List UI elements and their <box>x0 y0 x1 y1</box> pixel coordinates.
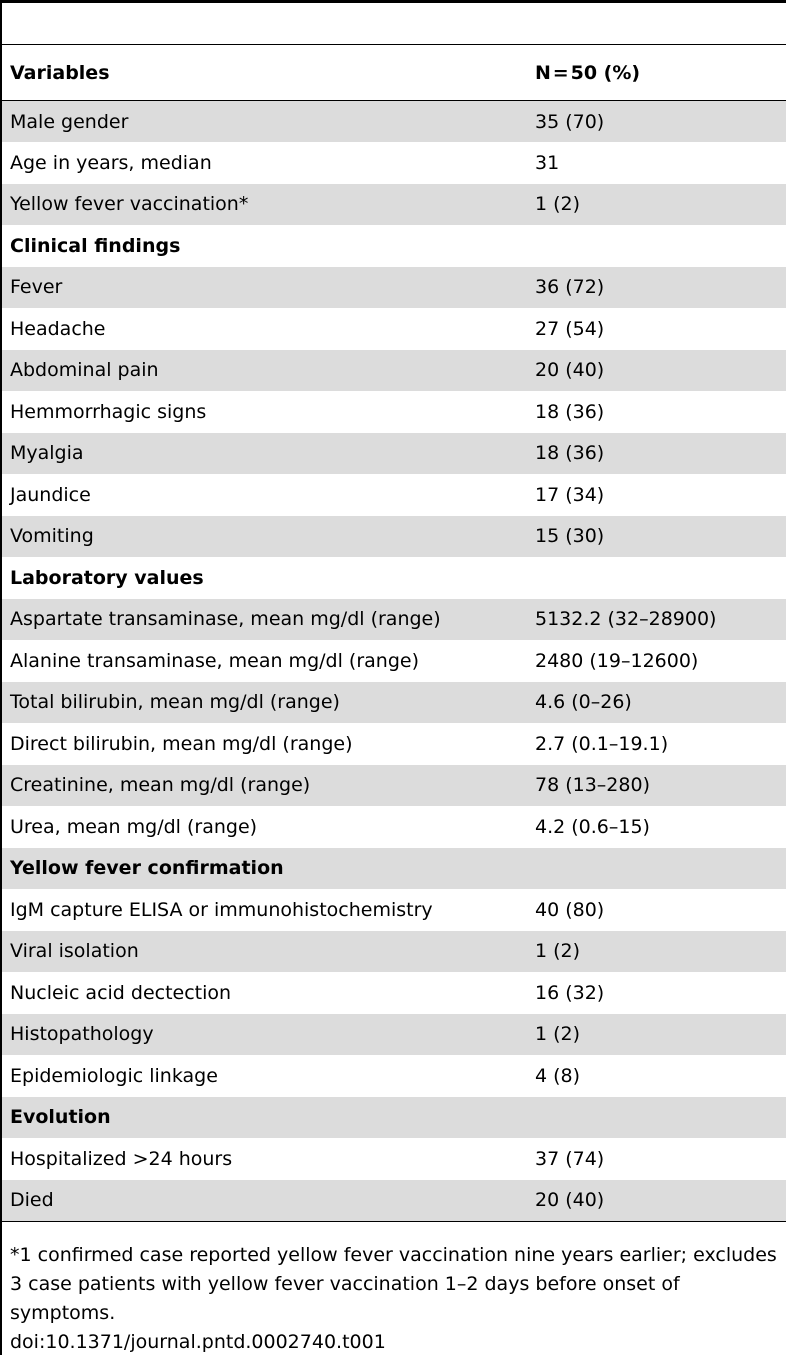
variable-label: Epidemiologic linkage <box>10 1064 218 1087</box>
variable-label: Aspartate transaminase, mean mg/dl (range) <box>2 599 527 641</box>
variable-value: 78 (13–280) <box>527 765 786 807</box>
variable-value: 37 (74) <box>535 1147 605 1170</box>
variable-value <box>527 557 786 599</box>
table-row <box>2 889 786 931</box>
variable-value: 4.6 (0–26) <box>527 682 786 724</box>
variable-value: 18 (36) <box>535 400 605 423</box>
table-row <box>2 640 786 682</box>
table-row <box>2 806 786 848</box>
variable-label: Nucleic acid dectection <box>10 981 232 1004</box>
table-body <box>2 101 786 1222</box>
section-label: Clinical findings <box>10 234 181 257</box>
table-row <box>2 1180 786 1222</box>
variable-value: 4.2 (0.6–15) <box>535 815 650 838</box>
variable-label: Viral isolation <box>2 931 527 973</box>
table-row <box>2 1055 786 1097</box>
table-row <box>2 723 786 765</box>
variable-value: 2480 (19–12600) <box>535 649 699 672</box>
variable-value: 15 (30) <box>527 516 786 558</box>
variable-value: 36 (72) <box>527 267 786 309</box>
table-row <box>2 267 786 309</box>
table-row <box>2 308 786 350</box>
data-table <box>2 44 786 1222</box>
header-variables: Variables <box>2 45 527 101</box>
variable-value: 20 (40) <box>527 350 786 392</box>
section-label: Yellow fever confirmation <box>2 848 527 890</box>
section-header-row <box>2 557 786 599</box>
table-row <box>2 682 786 724</box>
variable-label: Fever <box>2 267 527 309</box>
variable-label: Yellow fever vaccination* <box>2 184 527 226</box>
table-row <box>2 1014 786 1056</box>
variable-label: Jaundice <box>10 483 91 506</box>
top-border-rule <box>0 0 786 3</box>
table-row <box>2 101 786 143</box>
variable-label: Alanine transaminase, mean mg/dl (range) <box>10 649 419 672</box>
variable-label: Histopathology <box>2 1014 527 1056</box>
variable-label: Headache <box>10 317 106 340</box>
footnote-text: *1 confirmed case reported yellow fever vaccination nine years earlier; excludes 3 case patients with yellow fever vaccination 1–2 days before onset of symptoms. <box>10 1244 777 1324</box>
variable-value <box>527 1097 786 1139</box>
variable-value: 20 (40) <box>527 1180 786 1222</box>
variable-label: Age in years, median <box>10 151 212 174</box>
variable-label: Urea, mean mg/dl (range) <box>10 815 258 838</box>
variable-value: 2.7 (0.1–19.1) <box>535 732 669 755</box>
table-row <box>2 931 786 973</box>
variable-label: Myalgia <box>2 433 527 475</box>
table-row <box>2 350 786 392</box>
variable-value: 35 (70) <box>527 101 786 143</box>
table-footnote <box>10 1241 786 1357</box>
header-count: N = 50 (%) <box>527 45 786 101</box>
variable-value <box>527 225 786 267</box>
variable-value: 4 (8) <box>535 1064 581 1087</box>
table-row <box>2 474 786 516</box>
section-label: Laboratory values <box>10 566 204 589</box>
section-label: Evolution <box>2 1097 527 1139</box>
characteristics-table <box>2 44 786 1222</box>
table-row <box>2 516 786 558</box>
variable-label: Hemmorrhagic signs <box>10 400 207 423</box>
variable-value: 40 (80) <box>535 898 605 921</box>
table-row <box>2 1138 786 1180</box>
variable-label: Vomiting <box>2 516 527 558</box>
variable-value: 31 <box>535 151 560 174</box>
section-header-row <box>2 848 786 890</box>
variable-label: Hospitalized >24 hours <box>10 1147 233 1170</box>
variable-value: 17 (34) <box>535 483 605 506</box>
variable-value <box>527 848 786 890</box>
variable-label: Abdominal pain <box>2 350 527 392</box>
variable-label: Direct bilirubin, mean mg/dl (range) <box>10 732 353 755</box>
variable-value: 1 (2) <box>527 184 786 226</box>
section-header-row <box>2 1097 786 1139</box>
table-row <box>2 765 786 807</box>
footnote-doi: doi:10.1371/journal.pntd.0002740.t001 <box>10 1331 386 1353</box>
variable-label: IgM capture ELISA or immunohistochemistry <box>10 898 433 921</box>
variable-value: 1 (2) <box>527 931 786 973</box>
table-row <box>2 972 786 1014</box>
variable-value: 18 (36) <box>527 433 786 475</box>
variable-label: Creatinine, mean mg/dl (range) <box>2 765 527 807</box>
table-row <box>2 599 786 641</box>
section-header-row <box>2 225 786 267</box>
variable-value: 27 (54) <box>535 317 605 340</box>
variable-label: Total bilirubin, mean mg/dl (range) <box>2 682 527 724</box>
table-row <box>2 433 786 475</box>
header-row <box>2 45 786 101</box>
table-row <box>2 391 786 433</box>
variable-label: Male gender <box>2 101 527 143</box>
variable-value: 1 (2) <box>527 1014 786 1056</box>
table-row <box>2 142 786 184</box>
variable-value: 5132.2 (32–28900) <box>527 599 786 641</box>
table-row <box>2 184 786 226</box>
variable-value: 16 (32) <box>535 981 605 1004</box>
variable-label: Died <box>2 1180 527 1222</box>
